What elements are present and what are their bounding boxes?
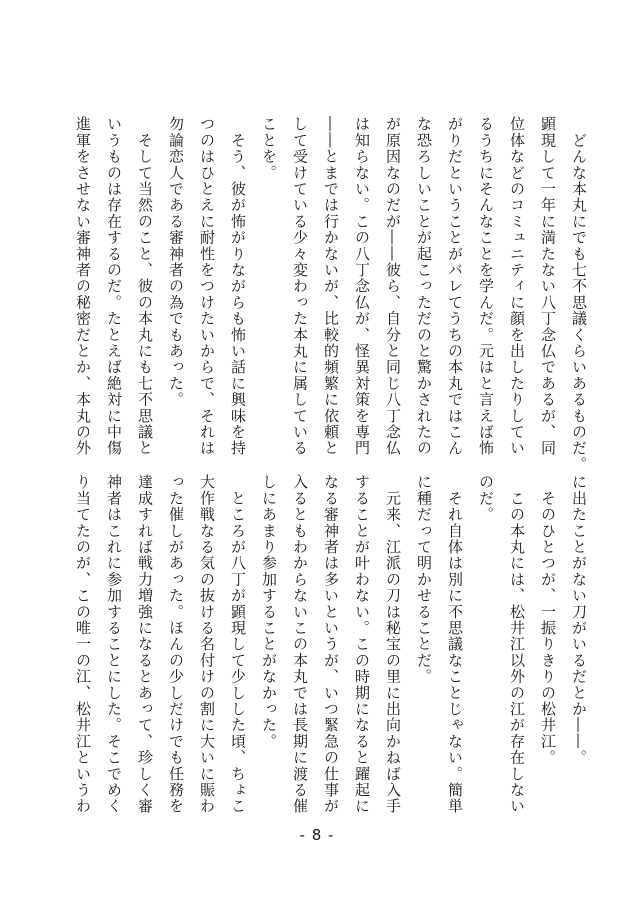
text-line: な恐ろしいことが起こっただのと驚かされたの: [415, 116, 433, 457]
text-line: 顕現して一年に満たない八丁念仏であるが、同: [539, 116, 557, 457]
text-line: この本丸には、松井江以外の江が存在しない: [508, 474, 526, 815]
text-line: どんな本丸にでも七不思議くらいあるものだ。: [570, 116, 588, 473]
text-line: った催しがあった。ほんの少しだけでも任務を: [167, 474, 185, 815]
text-line: 達成すれば戦力増強になるとあって、珍しく審: [136, 474, 154, 815]
text-line: しにあまり参加することがなかった。: [260, 474, 278, 750]
text-line: り当てたのが、この唯一の江、松井江というわ: [74, 474, 92, 815]
text-line: 進軍をさせない審神者の秘密だとか、本丸の外: [74, 116, 92, 457]
text-line: そう、彼が怖がりながらも怖い話に興味を持: [229, 116, 247, 457]
text-line: が原因なのだが――彼ら、自分と同じ八丁念仏: [384, 116, 402, 457]
text-line: は知らない。この八丁念仏が、怪異対策を専門: [353, 116, 371, 457]
text-line: つのはひとえに耐性をつけたいからで、それは: [198, 116, 216, 457]
lower-text-block: [67, 474, 594, 815]
text-line: 大作戦なる気の抜ける名付けの割に大いに賑わ: [198, 474, 216, 815]
text-line: ところが八丁が顕現して少しした頃、ちょこ: [229, 474, 247, 815]
text-line: に出たことがない刀がいるだとか――。: [570, 474, 588, 766]
text-line: ことを。: [260, 116, 278, 181]
text-line: いうものは存在するのだ。たとえば絶対に中傷: [105, 116, 123, 457]
text-line: ――とまでは行かないが、比較的頻繁に依頼と: [322, 116, 340, 457]
text-line: 神者はこれに参加することにした。そこでめく: [105, 474, 123, 815]
text-line: 位体などのコミュニティに顔を出したりしてい: [508, 116, 526, 457]
text-line: それ自体は別に不思議なことじゃない。簡単: [446, 474, 464, 815]
text-line: るうちにそんなことを学んだ。元はと言えば怖: [477, 116, 495, 457]
text-line: 入るともわからないこの本丸では長期に渡る催: [291, 474, 309, 815]
text-line: 元来、江派の刀は秘宝の里に出向かねば入手: [384, 474, 402, 815]
text-line: のだ。: [477, 474, 495, 523]
upper-text-block: [67, 116, 594, 473]
text-line: がりだということがバレてうちの本丸ではこん: [446, 116, 464, 457]
text-line: することが叶わない。この時期になると躍起に: [353, 474, 371, 815]
text-line: に種だって明かせることだ。: [415, 474, 433, 685]
text-line: そして当然のこと、彼の本丸にも七不思議と: [136, 116, 154, 457]
page-number: - 8 -: [299, 826, 335, 844]
text-line: 勿論恋人である審神者の為でもあった。: [167, 116, 185, 408]
text-line: して受けている少々変わった本丸に属している: [291, 116, 309, 457]
text-line: なる審神者は多いというが、いつ緊急の仕事が: [322, 474, 340, 815]
text-line: そのひとつが、一振りきりの松井江。: [539, 474, 557, 766]
